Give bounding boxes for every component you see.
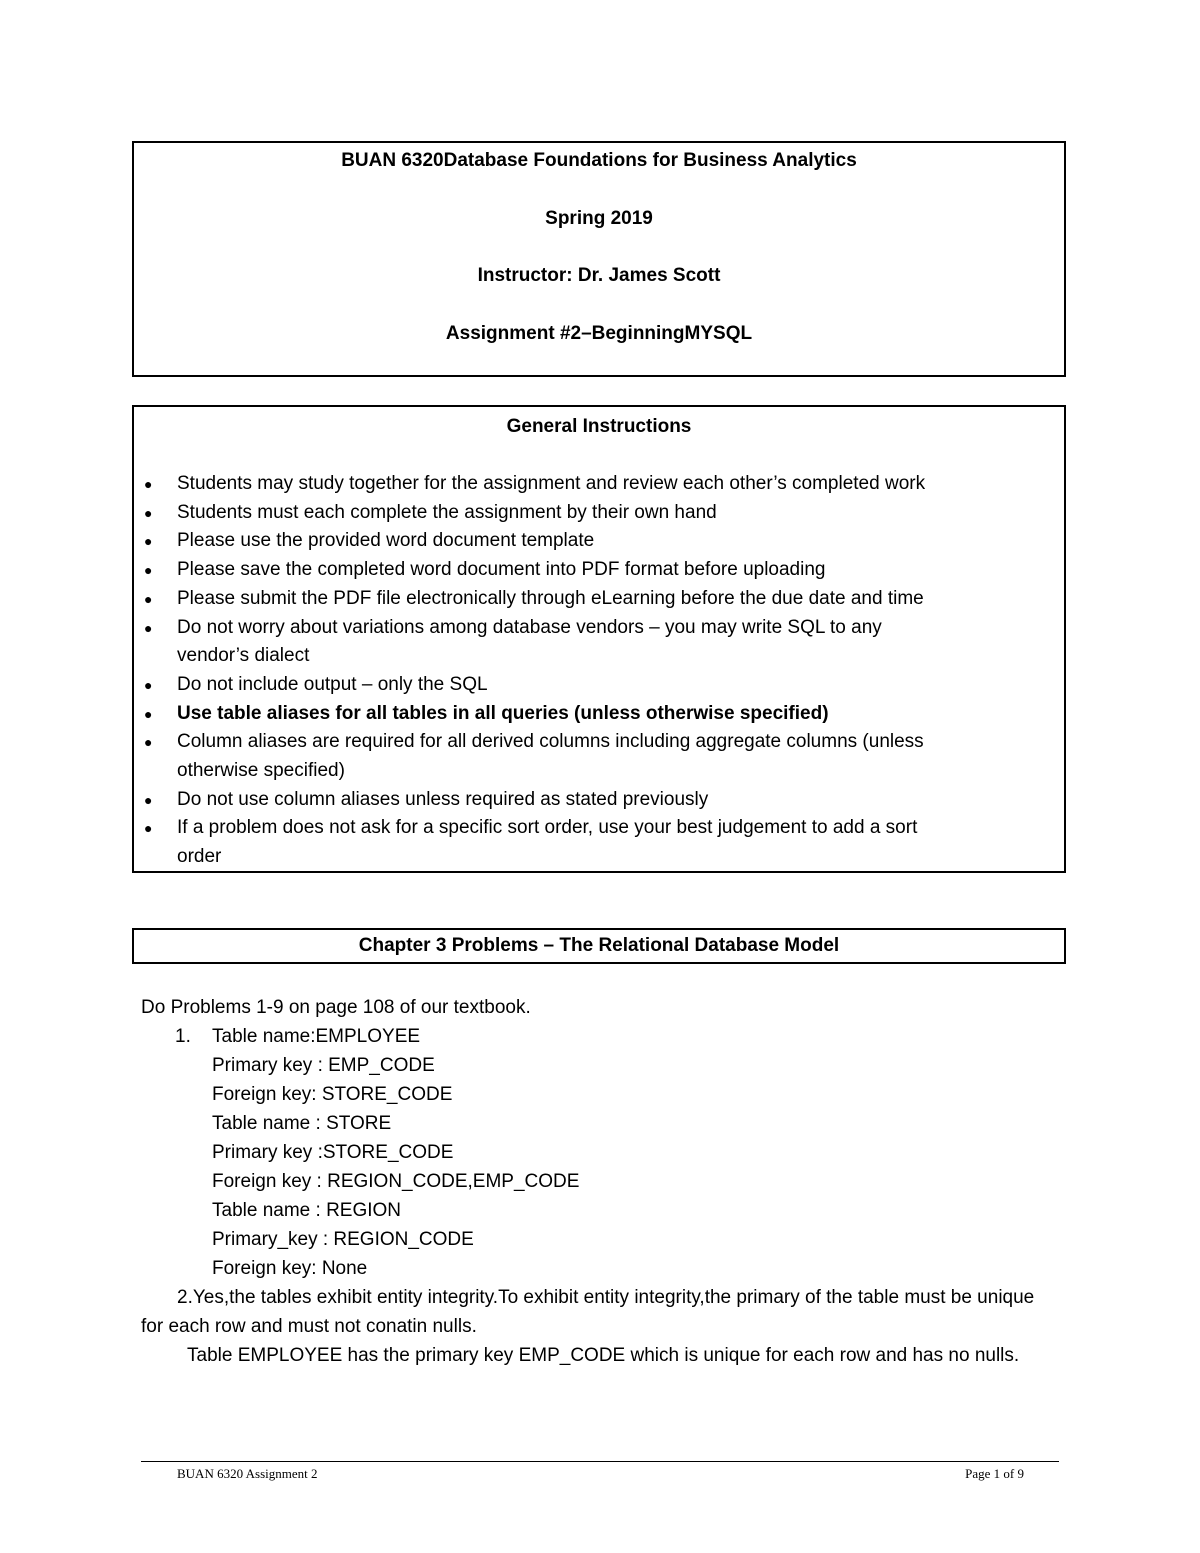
assignment-title: Assignment #2–BeginningMYSQL (445, 323, 753, 344)
bullet-icon: ● (144, 533, 153, 550)
instruction-item: ● Students may study together for the assignment and review each other’s completed work (134, 470, 1054, 499)
intro-text: Do Problems 1-9 on page 108 of our textbook. (141, 997, 531, 1018)
instruction-item: ● Column aliases are required for all derived columns including aggregate columns (unless (134, 728, 1054, 757)
instruction-item: ● Do not use column aliases unless required as stated previously (134, 786, 1054, 815)
answer-2-paragraph: 2.Yes,the tables exhibit entity integrity.To exhibit entity integrity,the primary of the table must be unique for each row and must not conatin nulls. (141, 1287, 1035, 1337)
instruction-item-continuation: vendor’s dialect (177, 645, 310, 667)
bullet-icon: ● (144, 590, 153, 607)
answer-1-line: Table name : REGION (212, 1200, 402, 1221)
instructor: Instructor: Dr. James Scott (477, 265, 721, 286)
answer-1-line: Primary key : EMP_CODE (212, 1055, 435, 1076)
instruction-item: ● Please use the provided word document template (134, 527, 1054, 556)
course-title: BUAN 6320Database Foundations for Business Analytics (341, 150, 857, 171)
bullet-icon: ● (144, 705, 153, 722)
answer-1-line: 1. Table name:EMPLOYEE (141, 1022, 1061, 1051)
term: Spring 2019 (545, 208, 653, 229)
footer-left: BUAN 6320 Assignment 2 (177, 1466, 318, 1481)
chapter-box (132, 928, 1066, 964)
title-box (132, 141, 1066, 377)
instruction-item: ● Please save the completed word document into PDF format before uploading (134, 556, 1054, 585)
bullet-icon: ● (144, 476, 153, 492)
general-instructions-box (132, 405, 1066, 873)
instruction-item: ● If a problem does not ask for a specific sort order, use your best judgement to add a sort (134, 814, 1054, 843)
answer-number: 1. (175, 1026, 191, 1047)
bullet-icon: ● (144, 619, 153, 636)
instruction-item: ● Students must each complete the assignment by their own hand (134, 499, 1054, 528)
bullet-icon: ● (144, 791, 153, 808)
answer-1-line: Table name : STORE (212, 1113, 392, 1134)
answers-section (141, 993, 1061, 1370)
instructions-heading: General Instructions (506, 416, 692, 437)
bullet-icon: ● (144, 820, 153, 837)
answer-1-line: Foreign key: STORE_CODE (212, 1084, 453, 1105)
instruction-item-continuation: order (177, 846, 222, 868)
answer-1-line: Foreign key : REGION_CODE,EMP_CODE (212, 1171, 580, 1192)
footer-divider (141, 1461, 1059, 1462)
chapter-title: Chapter 3 Problems – The Relational Database Model (358, 935, 840, 956)
answer-1-line: Primary_key : REGION_CODE (212, 1229, 474, 1250)
answer-2-paragraph-2: Table EMPLOYEE has the primary key EMP_CODE which is unique for each row and has no nulls. (187, 1345, 1020, 1366)
answer-1-line: Primary key :STORE_CODE (212, 1142, 454, 1163)
instruction-item-continuation: otherwise specified) (177, 760, 345, 782)
page-number: Page 1 of 9 (965, 1466, 1024, 1481)
instruction-item: ● Do not worry about variations among database vendors – you may write SQL to any (134, 614, 1054, 643)
bullet-icon: ● (144, 562, 153, 579)
instruction-item: ● Do not include output – only the SQL (134, 671, 1054, 700)
bullet-icon: ● (144, 676, 153, 693)
answer-1-line: Foreign key: None (212, 1258, 368, 1279)
bullet-icon: ● (144, 734, 153, 751)
instructions-list (134, 470, 1054, 872)
instruction-item-bold: ● Use table aliases for all tables in all queries (unless otherwise specified) (134, 700, 1054, 729)
instruction-item: ● Please submit the PDF file electronically through eLearning before the due date and time (134, 585, 1054, 614)
bullet-icon: ● (144, 504, 153, 521)
